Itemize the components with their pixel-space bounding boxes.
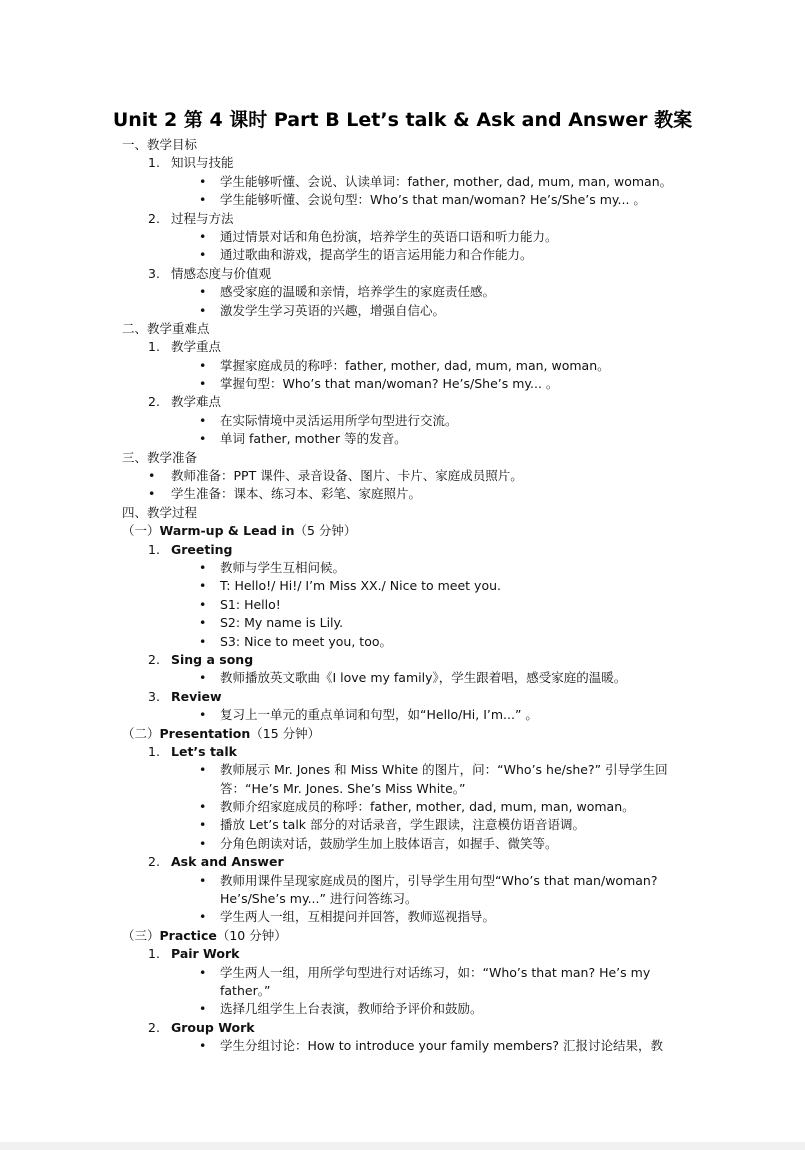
numbered-item: [0, 154, 805, 172]
page-bottom-band: [0, 1142, 805, 1150]
item-number: 1.: [148, 155, 160, 171]
bullet-icon: •: [199, 762, 207, 778]
bullet-icon: •: [199, 578, 207, 594]
item-heading: 教学重点: [171, 339, 222, 355]
bullet-item: [0, 835, 805, 853]
bullet-icon: •: [148, 486, 156, 502]
item-heading: 情感态度与价值观: [171, 265, 272, 281]
bullet-icon: •: [199, 707, 207, 723]
bullet-icon: •: [199, 1038, 207, 1054]
item-heading: Greeting: [171, 541, 233, 557]
bullet-icon: •: [199, 412, 207, 428]
bullet-icon: •: [199, 615, 207, 631]
bullet-label: 教师准备：: [171, 468, 234, 484]
numbered-item: [0, 1019, 805, 1037]
bullet-icon: •: [199, 376, 207, 392]
bullet-icon: •: [199, 247, 207, 263]
bullet-text: 学生两人一组，互相提问并回答，教师巡视指导。: [220, 909, 496, 925]
bullet-item: [0, 614, 805, 632]
bullet-icon: •: [199, 670, 207, 686]
bullet-text: S3: Nice to meet you, too。: [220, 633, 392, 649]
section-heading: 三、教学准备: [122, 449, 198, 465]
item-number: 2.: [148, 1019, 160, 1035]
bullet-text: 教师介绍家庭成员的称呼：father, mother, dad, mum, man, woman。: [220, 799, 635, 815]
item-heading: Sing a song: [171, 651, 254, 667]
bullet-label: 学生准备：: [171, 486, 234, 502]
bullet-item: [0, 1037, 805, 1055]
bullet-text: 教师播放英文歌曲《I love my family》，学生跟着唱，感受家庭的温暖。: [220, 670, 627, 686]
bullet-text: 学生能够听懂、会说句型：Who’s that man/woman? He’s/She’s my... 。: [220, 192, 646, 208]
bullet-icon: •: [199, 302, 207, 318]
item-heading: Review: [171, 688, 222, 704]
numbered-item: [0, 210, 805, 228]
section-heading: 四、教学过程: [122, 504, 198, 520]
item-number: 1.: [148, 541, 160, 557]
bullet-item: [0, 302, 805, 320]
subsection-title: Presentation: [159, 725, 251, 741]
bullet-item: [0, 412, 805, 430]
bullet-text: 通过情景对话和角色扮演，培养学生的英语口语和听力能力。: [220, 228, 558, 244]
item-heading: 过程与方法: [171, 210, 234, 226]
numbered-item: [0, 743, 805, 761]
subsection-title: Practice: [159, 927, 217, 943]
subsection-index: （三）: [122, 927, 160, 943]
subsection-title: Warm-up & Lead in: [159, 523, 295, 539]
bullet-text: S1: Hello!: [220, 596, 281, 612]
bullet-icon: •: [199, 1001, 207, 1017]
bullet-item: [0, 1000, 805, 1018]
bullet-text: 激发学生学习英语的兴趣，增强自信心。: [220, 302, 446, 318]
item-heading: Group Work: [171, 1019, 255, 1035]
bullet-icon: •: [199, 284, 207, 300]
bullet-item: [0, 816, 805, 834]
section-heading: 二、教学重难点: [122, 320, 210, 336]
bullet-text: 在实际情境中灵活运用所学句型进行交流。: [220, 412, 458, 428]
bullet-text: 教师展示 Mr. Jones 和 Miss White 的图片，问：“Who’s he/she?” 引导学生回答：“He’s Mr. Jones. She’s Miss White。”: [220, 762, 668, 796]
section-heading: 一、教学目标: [122, 137, 198, 152]
bullet-text: 学生能够听懂、会说、认读单词：father, mother, dad, mum, man, woman。: [220, 173, 673, 189]
bullet-item: [0, 357, 805, 375]
item-heading: 教学难点: [171, 394, 222, 410]
item-number: 1.: [148, 743, 160, 759]
bullet-icon: •: [199, 357, 207, 373]
subsection-heading: [0, 927, 805, 945]
bullet-icon: •: [148, 468, 156, 484]
subsection-heading: [0, 522, 805, 540]
bullet-item: [0, 228, 805, 246]
bullet-icon: •: [199, 835, 207, 851]
bullet-icon: •: [199, 909, 207, 925]
bullet-item: [0, 173, 805, 191]
document-title: Unit 2 第 4 课时 Part B Let’s talk & Ask and Answer 教案: [112, 109, 693, 131]
item-number: 2.: [148, 394, 160, 410]
bullet-text: 教师用课件呈现家庭成员的图片，引导学生用句型“Who’s that man/woman? He’s/She’s my...” 进行问答练习。: [220, 872, 658, 907]
item-number: 1.: [148, 946, 160, 962]
bullet-item: [0, 485, 805, 503]
bullet-icon: •: [199, 872, 207, 888]
numbered-item: [0, 338, 805, 356]
bullet-icon: •: [199, 228, 207, 244]
item-heading: Pair Work: [171, 946, 240, 962]
item-heading: Let’s talk: [171, 743, 237, 759]
bullet-text: 掌握句型：Who’s that man/woman? He’s/She’s my... 。: [220, 376, 559, 392]
subsection-duration: （10 分钟）: [216, 927, 287, 943]
subsection-duration: （15 分钟）: [250, 725, 321, 741]
numbered-item: [0, 945, 805, 963]
bullet-text: 选择几组学生上台表演，教师给予评价和鼓励。: [220, 1001, 483, 1017]
bullet-text: 感受家庭的温暖和亲情，培养学生的家庭责任感。: [220, 284, 496, 300]
item-number: 3.: [148, 688, 160, 704]
bullet-text: 教师与学生互相问候。: [220, 559, 346, 575]
bullet-item: [0, 872, 805, 909]
subsection-duration: （5 分钟）: [294, 523, 357, 539]
bullet-icon: •: [199, 559, 207, 575]
bullet-text: 分角色朗读对话，鼓励学生加上肢体语言，如握手、微笑等。: [220, 835, 558, 851]
bullet-item: [0, 669, 805, 687]
numbered-item: [0, 688, 805, 706]
subsection-index: （二）: [122, 725, 160, 741]
bullet-text: 掌握家庭成员的称呼：father, mother, dad, mum, man, woman。: [220, 357, 610, 373]
item-heading: Ask and Answer: [171, 854, 284, 870]
bullet-item: [0, 375, 805, 393]
numbered-item: [0, 265, 805, 283]
bullet-icon: •: [199, 633, 207, 649]
item-heading: 知识与技能: [171, 155, 234, 171]
bullet-item: [0, 467, 805, 485]
subsection-heading: [0, 725, 805, 743]
bullet-icon: •: [199, 964, 207, 980]
bullet-text: 单词 father, mother 等的发音。: [220, 431, 407, 447]
bullet-icon: •: [199, 192, 207, 208]
bullet-text: 复习上一单元的重点单词和句型，如“Hello/Hi, I’m...” 。: [220, 707, 538, 723]
bullet-text: S2: My name is Lily.: [220, 615, 344, 631]
bullet-item: [0, 283, 805, 301]
bullet-item: [0, 246, 805, 264]
bullet-text: T: Hello!/ Hi!/ I’m Miss XX./ Nice to meet you.: [220, 578, 501, 594]
bullet-item: [0, 191, 805, 209]
bullet-item: [0, 798, 805, 816]
bullet-text: 播放 Let’s talk 部分的对话录音，学生跟读，注意模仿语音语调。: [220, 817, 586, 833]
item-number: 2.: [148, 210, 160, 226]
numbered-item: [0, 853, 805, 871]
item-number: 3.: [148, 265, 160, 281]
bullet-item: [0, 706, 805, 724]
bullet-item: [0, 430, 805, 448]
item-number: 1.: [148, 339, 160, 355]
bullet-icon: •: [199, 431, 207, 447]
bullet-item: [0, 633, 805, 651]
bullet-item: [0, 596, 805, 614]
bullet-icon: •: [199, 799, 207, 815]
bullet-item: [0, 559, 805, 577]
numbered-item: [0, 651, 805, 669]
subsection-index: （一）: [122, 523, 160, 539]
bullet-text: 学生两人一组，用所学句型进行对话练习，如：“Who’s that man? He’s my father。”: [220, 964, 651, 999]
item-number: 2.: [148, 854, 160, 870]
bullet-item: [0, 908, 805, 926]
item-number: 2.: [148, 651, 160, 667]
bullet-item: [0, 964, 805, 1001]
bullet-text: 通过歌曲和游戏，提高学生的语言运用能力和合作能力。: [220, 247, 533, 263]
bullet-icon: •: [199, 596, 207, 612]
bullet-text: 课本、练习本、彩笔、家庭照片。: [233, 486, 422, 502]
numbered-item: [0, 541, 805, 559]
bullet-icon: •: [199, 817, 207, 833]
bullet-icon: •: [199, 173, 207, 189]
bullet-text: PPT 课件、录音设备、图片、卡片、家庭成员照片。: [233, 468, 523, 484]
bullet-item: [0, 577, 805, 595]
bullet-text: 学生分组讨论：How to introduce your family members? 汇报讨论结果，教: [220, 1038, 664, 1054]
bullet-item: [0, 761, 805, 798]
numbered-item: [0, 393, 805, 411]
